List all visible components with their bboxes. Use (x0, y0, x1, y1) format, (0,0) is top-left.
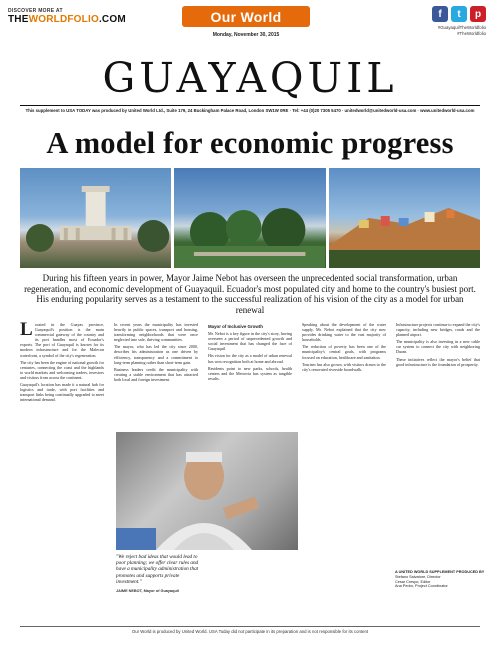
section-badge (182, 6, 310, 27)
col5-para-1: Infrastructure projects continue to expand the city's capacity, including new bridges, roads and the planned airport. (396, 322, 480, 338)
worldfolio-logo (8, 14, 128, 25)
col2-para-2: The mayor, who has led the city since 2000, describes his administration as one driven by efficiency, transparency and a commitment to long-term planning rather than short-term gain. (114, 344, 198, 365)
brand-kicker: DISCOVER MORE AT (8, 8, 63, 14)
logo-main: THE (8, 14, 29, 25)
supplement-credits (395, 570, 485, 589)
column-4 (302, 322, 386, 428)
photo-hillside (329, 168, 480, 268)
col5-para-3: These initiatives reflect the mayor's belief that good infrastructure is the foundation of prosperity. (396, 356, 480, 367)
facebook-icon[interactable]: f (432, 6, 448, 22)
drop-cap: L (20, 322, 33, 340)
col4-para-1: Speaking about the development of the water supply, Mr. Nebot explained that the city now provides drinking water to the vast majority of households. (302, 322, 386, 343)
photo-strip (20, 168, 480, 268)
col1-para-3: Guayaquil's location has made it a natural hub for logistics and trade, with port facilities and transport links being continually upgraded to meet international demand. (20, 382, 104, 403)
pull-quote (116, 554, 200, 594)
credits-line-2: Cesar Crespo, Editor (395, 579, 431, 584)
hashtag-2[interactable]: #TheWorldfolio (457, 31, 486, 36)
column-5 (396, 322, 480, 562)
col2-para-1: In recent years the municipality has invested heavily in public spaces, transport and housing, transforming neighborhoods that were once neglected into safe, thriving communities. (114, 322, 198, 343)
col3-para-2: His vision for the city as a model of urban renewal has won recognition both at home and abroad. (208, 353, 292, 364)
masthead-rule (20, 105, 480, 106)
pull-quote-text: "We reject bad ideas that would lead to poor planning; we offer clear rules and have a municipality administration that promotes and supports private investment." (116, 554, 199, 585)
article-body (20, 322, 485, 617)
logo-tail: .COM (98, 14, 126, 25)
column-3 (208, 322, 292, 428)
col1-para-1: Located in the Guayas province, Guayaquil's position is the main commercial gateway of the country and its port handles most of Ecuador's exports. The port of Guayaquil is known for its modern infrastructure and for the Malecon waterfront, a symbol of the city's regeneration. (20, 322, 104, 358)
col3-para-1: Mr. Nebot is a key figure in the city's story, having overseen a period of unprecedented growth and social investment that has changed the face of Guayaquil. (208, 331, 292, 352)
top-bar (8, 6, 492, 50)
col2-para-3: Business leaders credit the municipality with creating a stable environment that has attracted both local and foreign investment. (114, 366, 198, 382)
logo-accent: WORLDFOLIO (28, 14, 99, 25)
photo-monument (20, 168, 171, 268)
credits-line-3: Ana Pedro, Project Coordinator (395, 584, 448, 589)
credits-line-1: Stefano Salvatore, Director (395, 574, 441, 579)
col4-para-3: Tourism has also grown, with visitors drawn to the city's renovated riverside boardwalk. (302, 361, 386, 372)
pull-quote-attribution: JAIME NEBOT, Mayor of Guayaquil (116, 589, 179, 594)
column-2 (114, 322, 198, 428)
page-headline: A model for economic progress (46, 126, 454, 160)
hashtag-1[interactable]: #GuayaquilTheWorldfolio (437, 25, 486, 30)
footer-rule (20, 626, 480, 627)
standfirst: During his fifteen years in power, Mayor Jaime Nebot has overseen the unprecedented social transformation, urban regeneration, and economic development of Guayaquil. Ecuador's most populated city and home to the country's busiest port. His enduring popularity serves as a testament to the successful realization of his vision of the city as a model for urban renewal (24, 273, 476, 315)
pinterest-icon[interactable]: p (470, 6, 486, 22)
section-badge-label: Our World (210, 8, 282, 25)
page-footer: Our World is produced by United World. USA Today did not participate in its preparation and is not responsible for its content (131, 629, 369, 634)
col3-para-3: Residents point to new parks, schools, health centers and the Metrovia bus system as tangible results. (208, 365, 292, 381)
supplement-line: This supplement to USA TODAY was produced by United World Ltd., Suite 179, 24 Buckingham Palace Road, London SW1W 0RE · Tel: +44 (0)20 7305 5470 · unitedworld@unitedworld-usa.com · www.unitedworld-usa.com (25, 108, 475, 113)
issue-date: Monday, November 30, 2015 (212, 32, 280, 38)
col1-para-2: The city has been the engine of national growth for centuries, connecting the coast and the highlands to world markets and welcoming traders, investors and visitors from across the continent. (20, 359, 104, 380)
col3-subhead: Mayor of Inclusive Growth (208, 324, 263, 329)
column-1 (20, 322, 104, 617)
social-icons (424, 6, 486, 22)
social-tags (424, 25, 486, 37)
col5-para-2: The municipality is also investing in a new cable car system to connect the city with neighboring Duran. (396, 339, 480, 355)
social-block (424, 6, 486, 37)
col4-para-2: The reduction of poverty has been one of the municipality's central goals, with programs focused on education, healthcare and sanitation. (302, 344, 386, 360)
twitter-icon[interactable]: t (451, 6, 467, 22)
brand-block[interactable] (8, 8, 128, 25)
credits-title: A UNITED WORLD SUPPLEMENT PRODUCED BY (395, 570, 485, 574)
photo-park (174, 168, 325, 268)
mayor-photo (116, 432, 298, 550)
masthead: GUAYAQUIL (102, 54, 398, 102)
